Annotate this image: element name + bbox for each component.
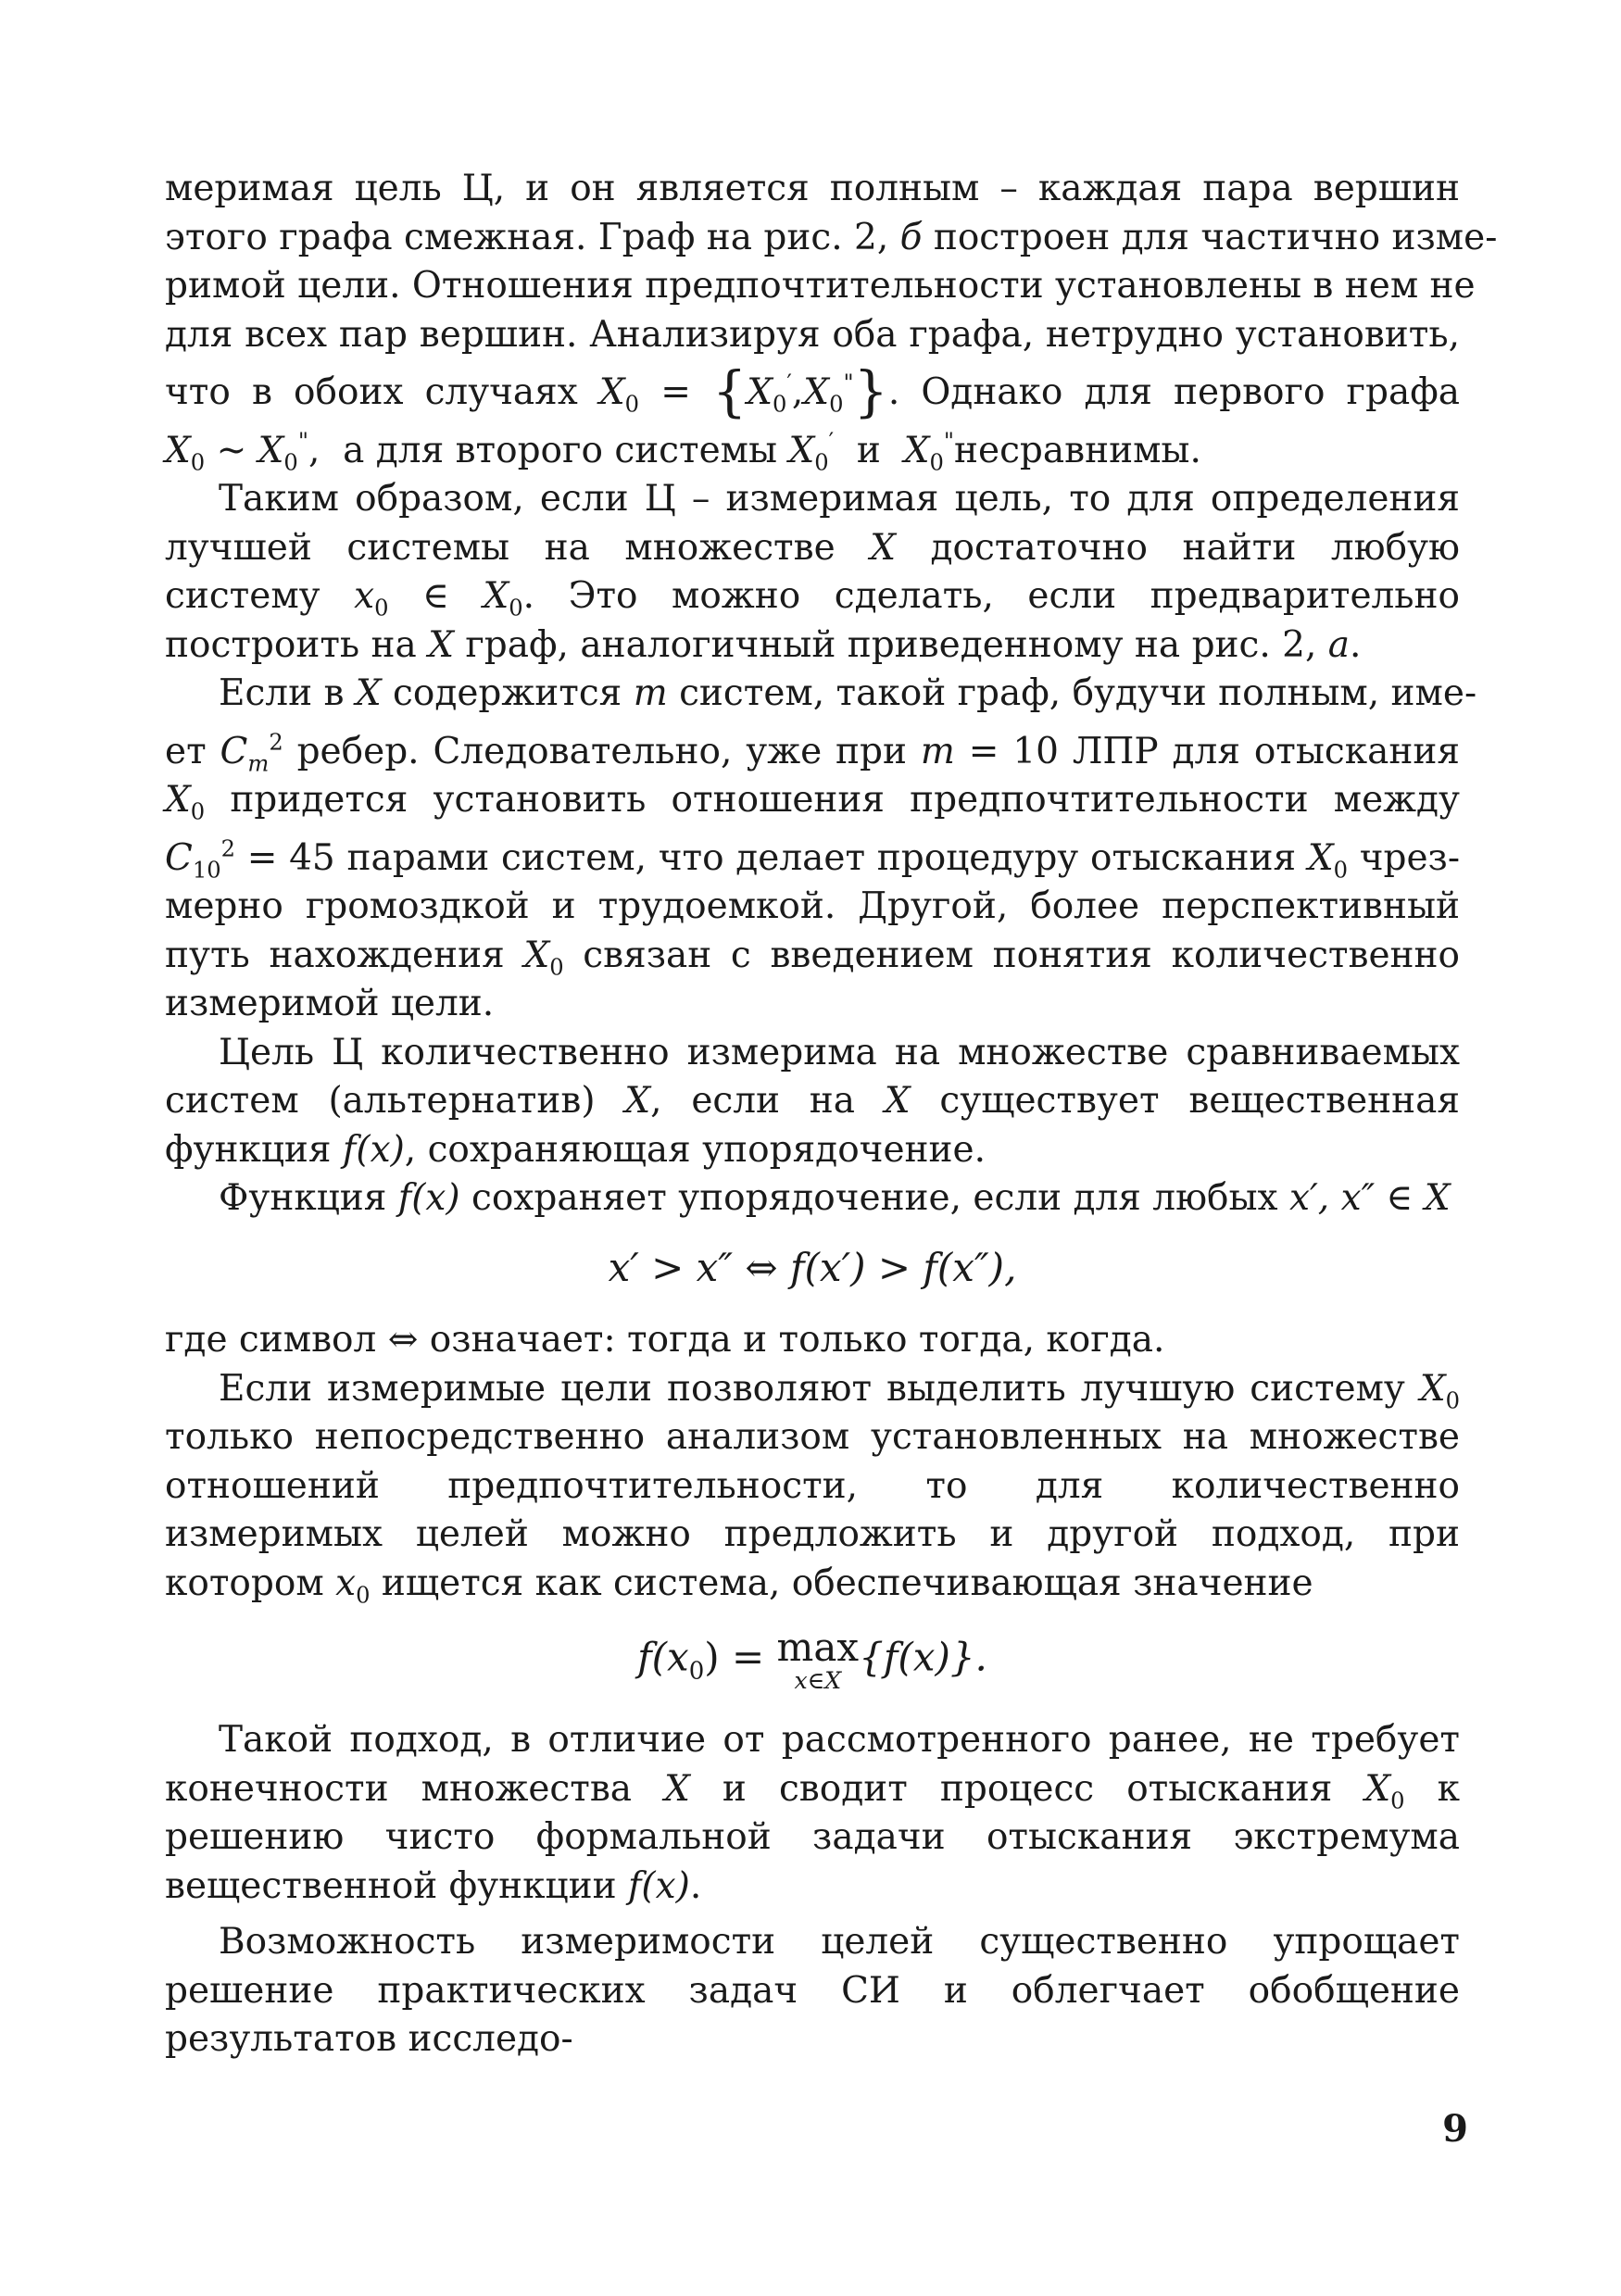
text-line: римой цели. Отношения предпочтительности установлены в нем не xyxy=(165,265,1476,307)
text-line: этого графа смежная. Граф на рис. 2, б построен для частично изме- xyxy=(165,216,1498,258)
math-x0-equiv: $X_0$ ~ $X_0^"$, xyxy=(165,428,320,475)
formula-order-preserving: x′ > x″ ⇔ f(x′) > f(x″), xyxy=(608,1244,1017,1290)
paragraph-4: Цель Ц количественно измерима на множестве сравниваемых систем (альтернатив) X, если на X существует вещественная функция f(x), сохраняющая упорядочение. xyxy=(165,1031,1460,1171)
paragraph-3 xyxy=(165,670,1477,1029)
text-line: $C_{10}^2 = 45$ парами систем, что делает процедуру отыскания $X_0$ чрез- xyxy=(165,835,1460,883)
text-line: для всех пар вершин. Анализируя оба графа, нетрудно установить, xyxy=(165,313,1460,356)
text-run: мерно громоздкой и трудоемкой. Другой, более перспективный путь нахождения $X_0$ связан с введением понятия количественно измеримой цели. xyxy=(165,885,1460,1024)
math-x0-set: $X_0 = \{X_0',X_0^"\}$ xyxy=(598,360,888,424)
text-line: ет $C_m^2$ ребер. Следовательно, уже при m = 10 ЛПР для отыскания xyxy=(165,729,1460,776)
text-line: $X_0$ ~ $X_0^"$, а для второго системы $X_0'$ и $X_0^"несравнимы$. xyxy=(165,428,1201,475)
formula-max: $f(x_0) = \max$ x∈X {f(x)}. xyxy=(637,1625,987,1694)
paragraph-9: Возможность измеримости целей существенно упрощает решение практических задач СИ и облегчает обобщение результатов исследо- xyxy=(165,1921,1460,2061)
text-line: Если в X содержится m систем, такой граф, будучи полным, име- xyxy=(219,672,1477,714)
page-number: 9 xyxy=(1442,2107,1468,2151)
paragraph-2: Таким образом, если Ц – измеримая цель, то для определения лучшей системы на множестве X достаточно найти любую систему $x_0$ ∈ $X_0$. Это можно сделать, если предварительно построить на X граф, аналогичный приведенному на рис. 2, а. xyxy=(165,478,1461,666)
paragraph-1 xyxy=(165,165,1498,475)
max-operator: max x∈X xyxy=(776,1625,860,1694)
text-line: что в обоих случаях $X_0 = \{X_0',X_0^"\}$. Однако для первого графа xyxy=(165,360,1460,424)
text-line: $X_0$ придется установить отношения предпочтительности между xyxy=(165,779,1460,825)
page-body xyxy=(165,165,1498,2064)
paragraph-5: Функция f(x) сохраняет упорядочение, если для любых x′, x″ ∈ X xyxy=(219,1177,1451,1219)
paragraph-8: Такой подход, в отличие от рассмотренного ранее, не требует конечности множества X и сводит процесс отыскания $X_0$ к решению чисто формальной задачи отыскания экстремума вещественной функции f(x). xyxy=(165,1719,1460,1907)
paragraph-6: где символ ⇔ означает: тогда и только тогда, когда. xyxy=(165,1319,1165,1361)
paragraph-7: Если измеримые цели позволяют выделить лучшую систему $X_0$ только непосредственно анализом установленных на множестве отношений предпочтительности, то для количественно измеримых целей можно предложить и другой подход, при котором $x_0$ ищется как система, обеспечивающая значение xyxy=(165,1367,1460,1608)
text-line: меримая цель Ц, и он является полным – каждая пара вершин xyxy=(165,168,1460,209)
